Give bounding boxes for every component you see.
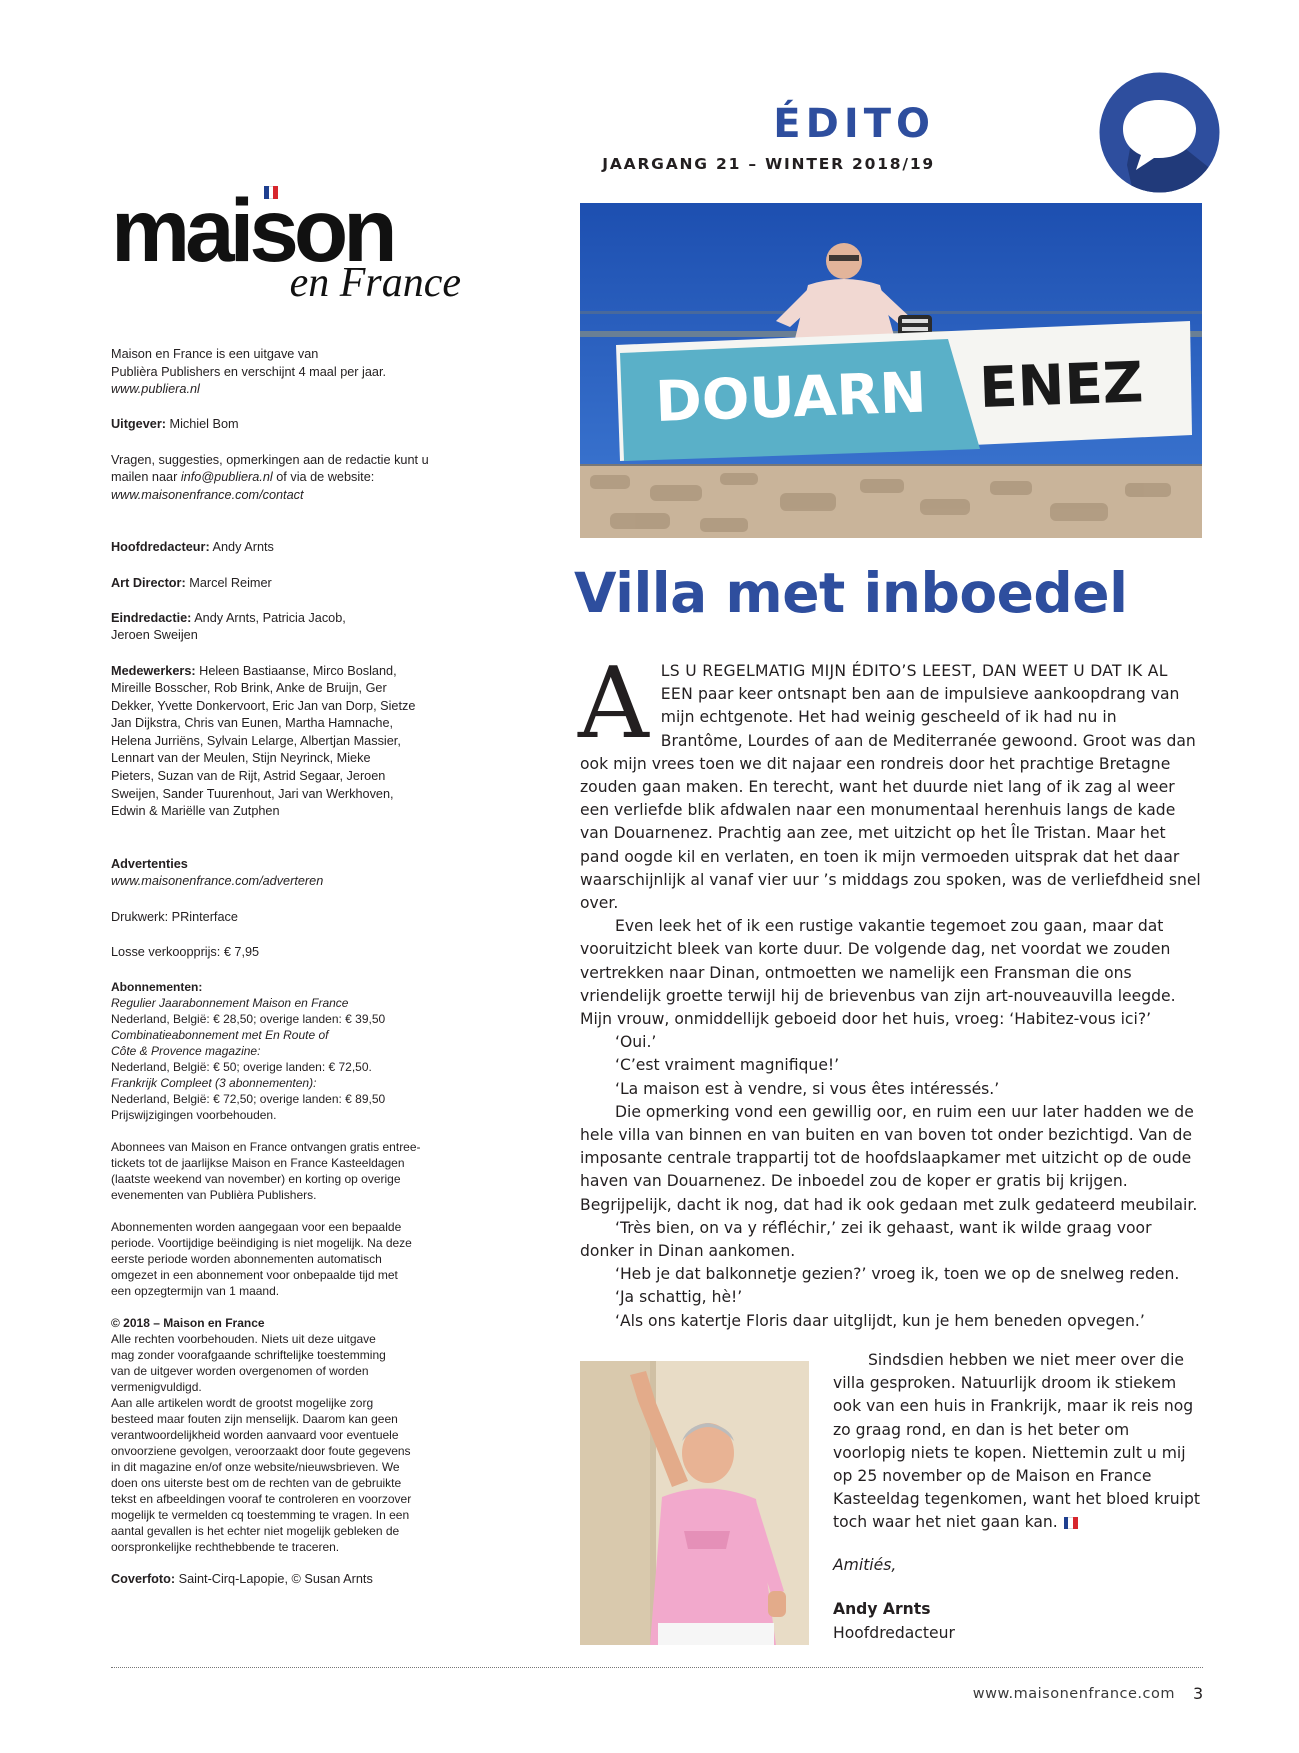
article-body bbox=[578, 647, 1202, 1333]
copyright-label: © 2018 – Maison en France bbox=[111, 1316, 265, 1330]
medewerkers-line: Edwin & Mariëlle van Zutphen bbox=[111, 804, 280, 819]
hero-photo bbox=[580, 203, 1202, 538]
closing-paragraph: Sindsdien hebben we niet meer over die villa gesproken. Natuurlijk droom ik stiekem ook van een huis in Frankrijk, maar ik reis nog zo graag rond, en dan is het beter om voorlopig niets te kopen. Niettemin zult u mij op 25 november op de Maison en France Kasteeldag tegenkomen, want het bloed kruipt toch waar het niet gaan kan. bbox=[833, 1351, 1200, 1532]
page-number: 3 bbox=[1193, 1684, 1204, 1703]
art-director-value: Marcel Reimer bbox=[185, 575, 272, 590]
banner-text-2: ENEZ bbox=[978, 350, 1145, 421]
vragen-line-2a: mailen naar bbox=[111, 470, 181, 485]
voorwaarden-line: periode. Voortijdige beëindiging is niet mogelijk. Na deze bbox=[111, 1236, 412, 1250]
copyright-line: mogelijk te vermelden cq toestemming te vragen. In een bbox=[111, 1508, 410, 1522]
author-photo bbox=[580, 1361, 809, 1645]
coverfoto-label: Coverfoto: bbox=[111, 1572, 176, 1586]
copyright-line: Aan alle artikelen wordt de grootst mogelijke zorg bbox=[111, 1396, 374, 1410]
closing-paragraph-block bbox=[833, 1349, 1205, 1535]
copyright-line: doen ons uiterste best om de rechten van de gebruikte bbox=[111, 1476, 402, 1490]
voorwaarden-line: een opzegtermijn van 1 maand. bbox=[111, 1284, 280, 1298]
adverteren-link[interactable]: www.maisonenfrance.com/adverteren bbox=[111, 874, 324, 889]
eindredactie-value: Andy Arnts, Patricia Jacob, bbox=[191, 610, 346, 625]
author-role: Hoofdredacteur bbox=[833, 1624, 955, 1642]
losse-verkoopprijs: Losse verkoopprijs: € 7,95 bbox=[111, 944, 260, 959]
abo-2-title: Combinatieabonnement met En Route of bbox=[111, 1028, 329, 1042]
maison-en-france-logo bbox=[111, 180, 471, 311]
hoofdredacteur-label: Hoofdredacteur: bbox=[111, 540, 210, 555]
section-title: ÉDITO bbox=[773, 101, 935, 147]
copyright-line: tekst en afbeeldingen vooraf te controleren en voorzover bbox=[111, 1492, 412, 1506]
medewerkers-line: Lennart van der Meulen, Stijn Neyrinck, Mieke bbox=[111, 751, 371, 766]
paragraph-4: ‘C’est vraiment magnifique!’ bbox=[615, 1056, 840, 1075]
author-name: Andy Arnts bbox=[833, 1600, 931, 1618]
colophon-intro-1: Maison en France is een uitgave van bbox=[111, 347, 319, 361]
abo-1-title: Regulier Jaarabonnement Maison en France bbox=[111, 996, 349, 1010]
speech-bubble-icon bbox=[1097, 70, 1222, 195]
copyright-line: aantal gevallen is het echter niet mogelijk gebleken de bbox=[111, 1524, 400, 1538]
medewerkers-line: Sweijen, Sander Tuurenhout, Jari van Werkhoven, bbox=[111, 786, 394, 801]
copyright-line: mag zonder voorafgaande schriftelijke toestemming bbox=[111, 1348, 386, 1362]
article-headline: Villa met inboedel bbox=[574, 561, 1128, 625]
medewerkers-line: Heleen Bastiaanse, Mirco Bosland, bbox=[195, 663, 397, 678]
advertenties-label: Advertenties bbox=[111, 856, 188, 871]
copyright-line: van de uitgever worden overgenomen of worden bbox=[111, 1364, 369, 1378]
logo-sub: en France bbox=[289, 260, 461, 306]
abonnees-line: (laatste weekend van november) en korting op overige bbox=[111, 1172, 401, 1186]
eindredactie-value-2: Jeroen Sweijen bbox=[111, 628, 198, 643]
paragraph-9: ‘Ja schattig, hè!’ bbox=[615, 1288, 743, 1307]
abo-note: Prijswijzigingen voorbehouden. bbox=[111, 1108, 277, 1122]
vragen-line-2b: of via de website: bbox=[272, 470, 375, 485]
voorwaarden-line: omgezet in een abonnement voor onbepaalde tijd met bbox=[111, 1268, 398, 1282]
voorwaarden-line: Abonnementen worden aangegaan voor een bepaalde bbox=[111, 1220, 402, 1234]
paragraph-10: ‘Als ons katertje Floris daar uitglijdt, kun je hem beneden opvegen.’ bbox=[615, 1311, 1145, 1330]
medewerkers-line: Helena Jurriëns, Sylvain Lelarge, Albertjan Massier, bbox=[111, 733, 401, 748]
french-flag-icon bbox=[1064, 1517, 1078, 1529]
hoofdredacteur-value: Andy Arnts bbox=[209, 540, 274, 555]
paragraph-1: paar keer ontsnapt ben aan de impulsieve aankoopdrang van mijn echtgenote. Het had weinig gescheeld of ik had nu in Brantôme, Lourdes of aan de Mediterranée gewoond. Groot was dan ook mijn vrees toen we dit najaar een rondreis door het prachtige Bretagne zouden gaan maken. En terecht, want het duurde niet lang of ik zag al weer een verliefde blik afdwalen naar een monumentaal herenhuis langs de kade van Douarnenez. Prachtig aan zee, met uitzicht op het Île Tristan. Maar het pand oogde kil en verlaten, en toen ik mijn vermoeden uitsprak dat het daar waarschijnlijk al vanaf vier uur ’s middags zou spoken, was de verliefdheid snel over. bbox=[580, 685, 1201, 913]
drop-cap: A bbox=[578, 647, 649, 761]
copyright-line: verantwoordelijkheid worden aanvaard voor eventuele bbox=[111, 1428, 399, 1442]
issue-line: JAARGANG 21 – WINTER 2018/19 bbox=[602, 155, 935, 173]
abonnees-line: evenementen van Publièra Publishers. bbox=[111, 1188, 317, 1202]
drukwerk: Drukwerk: PRinterface bbox=[111, 909, 238, 924]
footer-divider bbox=[111, 1667, 1203, 1668]
paragraph-3: ‘Oui.’ bbox=[615, 1033, 657, 1052]
logo-main: maison bbox=[111, 180, 393, 280]
abonnees-line: tickets tot de jaarlijkse Maison en France Kasteeldagen bbox=[111, 1156, 405, 1170]
abo-3-price: Nederland, België: € 72,50; overige landen: € 89,50 bbox=[111, 1092, 386, 1106]
abo-3-title: Frankrijk Compleet (3 abonnementen): bbox=[111, 1076, 317, 1090]
abo-2-price: Nederland, België: € 50; overige landen: € 72,50. bbox=[111, 1060, 372, 1074]
eindredactie-label: Eindredactie: bbox=[111, 610, 192, 625]
medewerkers-line: Pieters, Suzan van de Rijt, Astrid Segaar, Jeroen bbox=[111, 769, 386, 784]
medewerkers-line: Jan Dijkstra, Chris van Eunen, Martha Hamnache, bbox=[111, 716, 394, 731]
uitgever-label: Uitgever: bbox=[111, 417, 166, 432]
footer-url[interactable]: www.maisonenfrance.com bbox=[972, 1686, 1175, 1702]
copyright-line: Alle rechten voorbehouden. Niets uit deze uitgave bbox=[111, 1332, 376, 1346]
abonnees-line: Abonnees van Maison en France ontvangen gratis entree- bbox=[111, 1140, 421, 1154]
paragraph-7: ‘Très bien, on va y réfléchir,’ zei ik gehaast, want ik wilde graag voor donker in Dinan aankomen. bbox=[580, 1218, 1152, 1261]
medewerkers-line: Mireille Bosscher, Rob Brink, Anke de Bruijn, Ger bbox=[111, 681, 387, 696]
paragraph-2: Even leek het of ik een rustige vakantie tegemoet zou gaan, maar dat vooruitzicht bleek van korte duur. De volgende dag, net voordat we zouden vertrekken naar Dinan, ontmoetten we namelijk een Fransman die ons vriendelijk groette terwijl hij de brievenbus van zijn art-nouveauvilla leegde. Mijn vrouw, onmiddellijk geboeid door het huis, vroeg: ‘Habitez-vous ici?’ bbox=[580, 917, 1176, 1029]
paragraph-5: ‘La maison est à vendre, si vous êtes intéressés.’ bbox=[615, 1079, 1000, 1098]
email-link[interactable]: info@publiera.nl bbox=[180, 470, 273, 485]
contact-link[interactable]: www.maisonenfrance.com/contact bbox=[111, 487, 304, 502]
coverfoto-value: Saint-Cirq-Lapopie, © Susan Arnts bbox=[175, 1572, 373, 1586]
vragen-line-1: Vragen, suggesties, opmerkingen aan de redactie kunt u bbox=[111, 452, 429, 467]
copyright-line: onvoorziene gevolgen, veroorzaakt door foute gegevens bbox=[111, 1444, 411, 1458]
banner-text-1: DOUARN bbox=[654, 360, 928, 435]
publiera-link[interactable]: www.publiera.nl bbox=[111, 382, 200, 397]
colophon bbox=[111, 346, 456, 1587]
voorwaarden-line: eerste periode worden abonnementen automatisch bbox=[111, 1252, 382, 1266]
paragraph-6: Die opmerking vond een gewillig oor, en ruim een uur later hadden we de hele villa van binnen en van buiten en van boven tot onder bezichtigd. Van de imposante centrale trappartij tot de hoofdslaapkamer met uitzicht op de oude haven van Douarnenez. De inboedel zou de koper er gratis bij krijgen. Begrijpelijk, dacht ik nog, dat had ik ook gedaan met zulk gedateerd meubilair. bbox=[580, 1102, 1198, 1214]
medewerkers-line: Dekker, Yvette Donkervoort, Eric Jan van Dorp, Sietze bbox=[111, 698, 416, 713]
paragraph-8: ‘Heb je dat balkonnetje gezien?’ vroeg ik, toen we op de snelweg reden. bbox=[615, 1265, 1180, 1284]
copyright-line: oorspronkelijke rechthebbende te traceren. bbox=[111, 1540, 340, 1554]
colophon-intro-2: Publièra Publishers en verschijnt 4 maal per jaar. bbox=[111, 364, 387, 379]
uitgever-value: Michiel Bom bbox=[166, 417, 239, 432]
copyright-line: besteed maar fouten zijn menselijk. Daarom kan geen bbox=[111, 1412, 398, 1426]
signoff: Amitiés, bbox=[833, 1556, 897, 1574]
abonnementen-label: Abonnementen: bbox=[111, 980, 203, 994]
copyright-line: in dit magazine en/of onze website/nieuwsbrieven. We bbox=[111, 1460, 400, 1474]
abo-2-title: Côte & Provence magazine: bbox=[111, 1044, 261, 1058]
art-director-label: Art Director: bbox=[111, 575, 186, 590]
copyright-line: vermenigvuldigd. bbox=[111, 1380, 202, 1394]
abo-1-price: Nederland, België: € 28,50; overige landen: € 39,50 bbox=[111, 1012, 386, 1026]
lead-caps: LS U REGELMATIG MIJN ÉDITO’S LEEST, DAN WEET U DAT IK AL EEN bbox=[660, 662, 1168, 704]
medewerkers-label: Medewerkers: bbox=[111, 663, 196, 678]
